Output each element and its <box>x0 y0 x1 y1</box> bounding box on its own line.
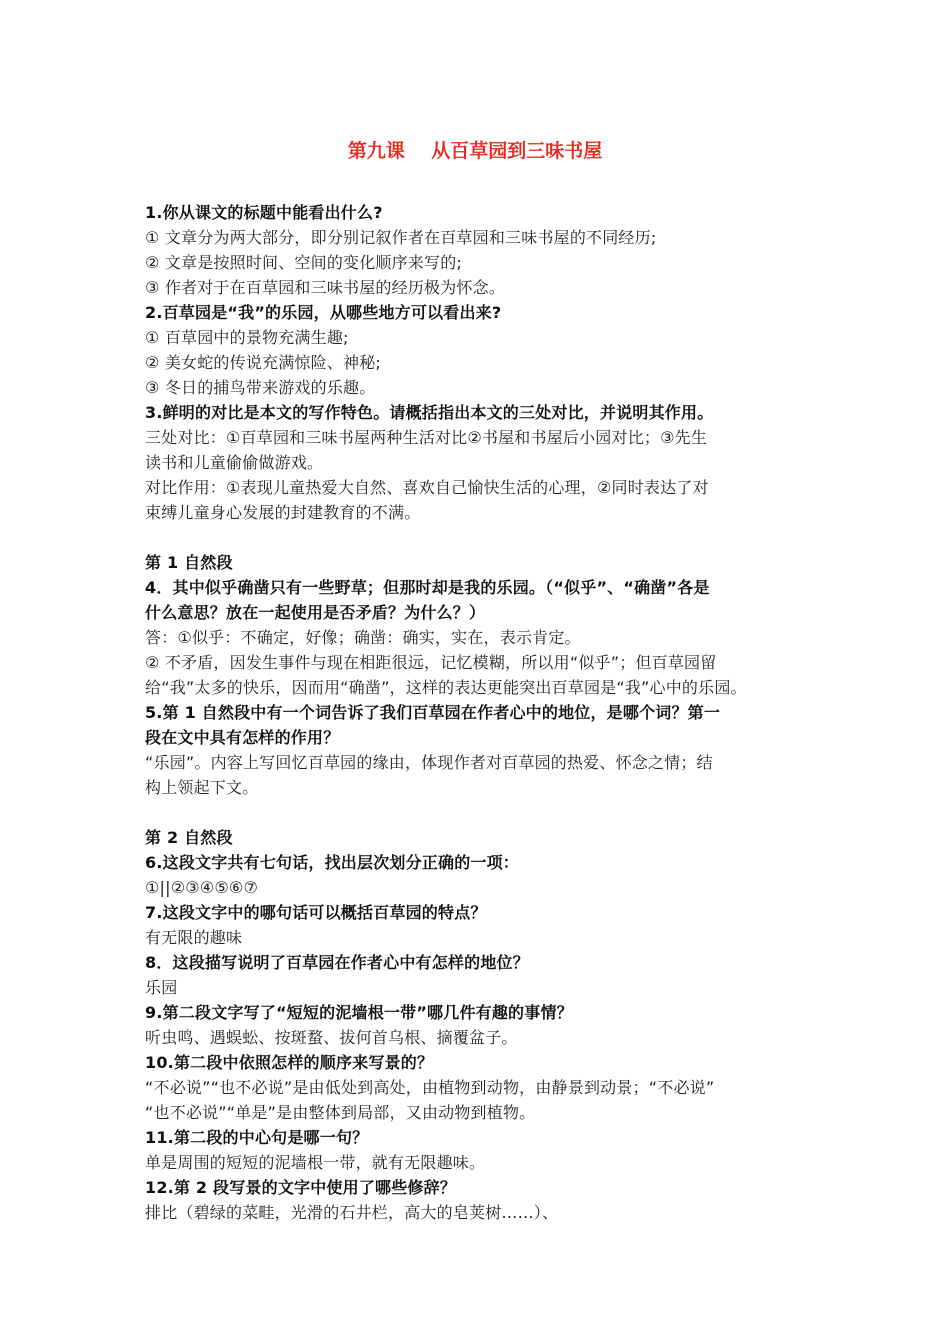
question-line: 5.第 1 自然段中有一个词告诉了我们百草园在作者心中的地位，是哪个词？第一 <box>145 703 721 722</box>
answer-line: ② 文章是按照时间、空间的变化顺序来写的; <box>145 253 463 272</box>
question-line: 段在文中具有怎样的作用？ <box>145 728 340 747</box>
answer-line: ① 文章分为两大部分，即分别记叙作者在百草园和三味书屋的不同经历; <box>145 228 657 247</box>
answer-line: 三处对比：①百草园和三味书屋两种生活对比②书屋和书屋后小园对比；③先生 <box>145 428 708 447</box>
answer-line: 给“我”太多的快乐，因而用“确凿”，这样的表达更能突出百草园是“我”心中的乐园。 <box>145 678 747 697</box>
question-line: 第 2 自然段 <box>145 828 233 847</box>
question-line: 1.你从课文的标题中能看出什么? <box>145 203 383 222</box>
question-line: 7.这段文字中的哪句话可以概括百草园的特点？ <box>145 903 487 922</box>
question-line: 10.第二段中依照怎样的顺序来写景的？ <box>145 1053 434 1072</box>
question-line: 9.第二段文字写了“短短的泥墙根一带”哪几件有趣的事情？ <box>145 1003 573 1022</box>
answer-line: “乐园”。内容上写回忆百草园的缘由，体现作者对百草园的热爱、怀念之情；结 <box>145 753 713 772</box>
answer-line: 束缚儿童身心发展的封建教育的不满。 <box>145 503 421 522</box>
question-line: 12.第 2 段写景的文字中使用了哪些修辞？ <box>145 1178 457 1197</box>
answer-line: 乐园 <box>145 978 178 997</box>
paragraph-gap <box>145 800 810 825</box>
question-line: 什么意思？放在一起使用是否矛盾？为什么？） <box>145 603 486 622</box>
document-body <box>145 200 810 1225</box>
question-line: 2.百草园是“我”的乐园，从哪些地方可以看出来? <box>145 303 502 322</box>
answer-line: “不必说”“也不必说”是由低处到高处，由植物到动物，由静景到动景；“不必说” <box>145 1078 715 1097</box>
answer-line: 单是周围的短短的泥墙根一带，就有无限趣味。 <box>145 1153 486 1172</box>
question-line: 4．其中似乎确凿只有一些野草；但那时却是我的乐园。（“似乎”、“确凿”各是 <box>145 578 710 597</box>
answer-line: ② 美女蛇的传说充满惊险、神秘; <box>145 353 382 372</box>
answer-line: 构上领起下文。 <box>145 778 259 797</box>
question-line: 11.第二段的中心句是哪一句？ <box>145 1128 369 1147</box>
answer-line: ② 不矛盾，因发生事件与现在相距很远，记忆模糊，所以用“似乎”；但百草园留 <box>145 653 717 672</box>
answer-line: “也不必说”“单是”是由整体到局部，又由动物到植物。 <box>145 1103 536 1122</box>
answer-line: ①||②③④⑤⑥⑦ <box>145 878 258 897</box>
paragraph-gap <box>145 525 810 550</box>
answer-line: 排比（碧绿的菜畦，光滑的石井栏，高大的皂荚树……）、 <box>145 1203 559 1222</box>
answer-line: ① 百草园中的景物充满生趣; <box>145 328 349 347</box>
answer-line: ③ 作者对于在百草园和三味书屋的经历极为怀念。 <box>145 278 506 297</box>
answer-line: 听虫鸣、遇蜈蚣、按斑蝥、拔何首乌根、摘覆盆子。 <box>145 1028 518 1047</box>
answer-line: ③ 冬日的捕鸟带来游戏的乐趣。 <box>145 378 376 397</box>
answer-line: 对比作用：①表现儿童热爱大自然、喜欢自己愉快生活的心理，②同时表达了对 <box>145 478 709 497</box>
question-line: 8．这段描写说明了百草园在作者心中有怎样的地位？ <box>145 953 529 972</box>
document-title: 第九课 从百草园到三味书屋 <box>347 140 603 162</box>
answer-line: 有无限的趣味 <box>145 928 243 947</box>
answer-line: 读书和儿童偷偷做游戏。 <box>145 453 324 472</box>
question-line: 第 1 自然段 <box>145 553 233 572</box>
question-line: 6.这段文字共有七句话，找出层次划分正确的一项： <box>145 853 520 872</box>
question-line: 3.鲜明的对比是本文的写作特色。请概括指出本文的三处对比，并说明其作用。 <box>145 403 714 422</box>
answer-line: 答：①似乎：不确定，好像；确凿：确实，实在，表示肯定。 <box>145 628 581 647</box>
